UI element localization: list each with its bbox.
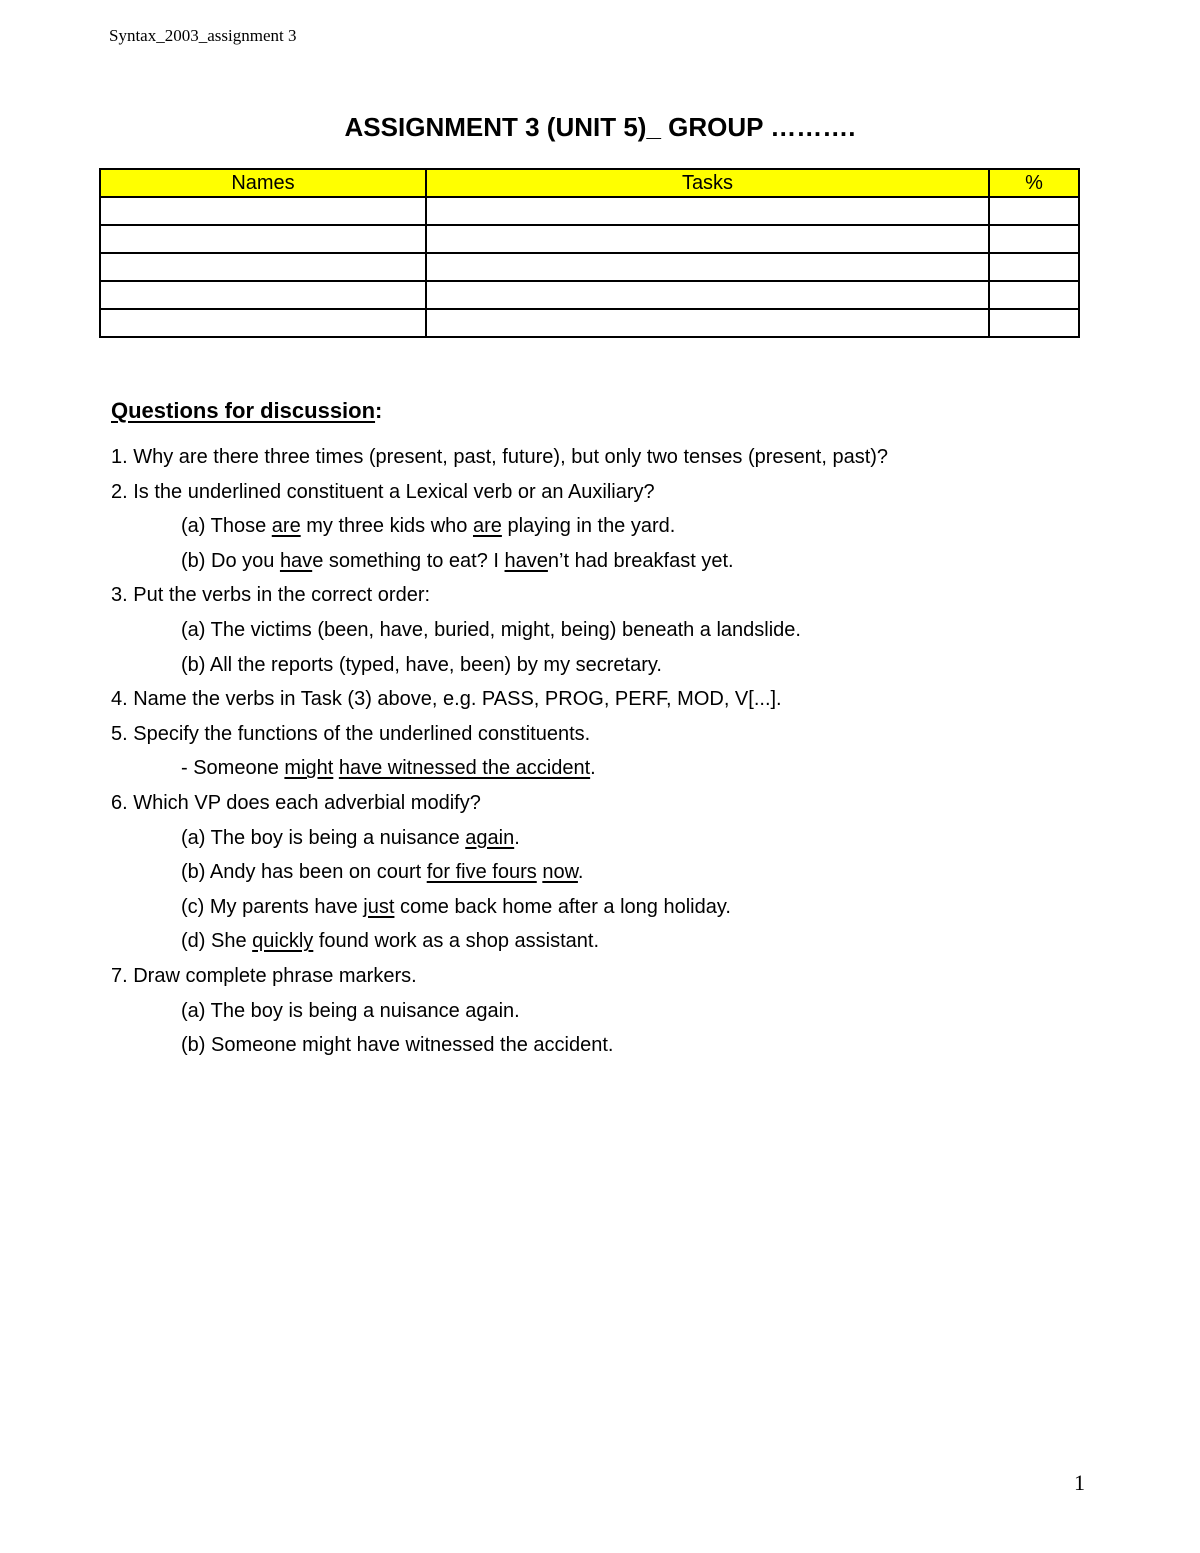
text: (b) Do you xyxy=(181,549,280,572)
question-7b: (b) Someone might have witnessed the accident. xyxy=(181,1034,614,1057)
task-cell[interactable] xyxy=(426,281,989,309)
underlined-constituent: now xyxy=(542,861,578,884)
underlined-constituent: have witnessed the accident xyxy=(338,757,591,780)
table-row xyxy=(100,253,1079,281)
text: (a) Those xyxy=(181,515,272,538)
table-header-row xyxy=(100,169,1079,197)
name-cell[interactable] xyxy=(100,197,426,225)
page-number: 1 xyxy=(1074,1470,1085,1495)
text: . xyxy=(514,826,520,849)
group-tasks-table xyxy=(99,168,1080,338)
underlined-constituent: just xyxy=(363,895,395,918)
text: n’t had breakfast yet. xyxy=(547,549,734,572)
questions-heading xyxy=(111,398,1111,428)
task-cell[interactable] xyxy=(426,253,989,281)
task-cell[interactable] xyxy=(426,309,989,337)
question-7a: (a) The boy is being a nuisance again. xyxy=(181,999,520,1022)
percent-cell[interactable] xyxy=(989,225,1079,253)
underlined-constituent: are xyxy=(472,515,502,538)
questions-heading-text: Questions for discussion xyxy=(111,398,376,423)
text: . xyxy=(577,861,584,884)
question-2a xyxy=(111,511,1111,546)
underlined-constituent: quickly xyxy=(252,930,314,953)
text: - Someone xyxy=(181,757,285,780)
question-2: 2. Is the underlined constituent a Lexical verb or an Auxiliary? xyxy=(111,480,655,503)
question-6b xyxy=(111,857,1111,892)
text: . xyxy=(590,757,596,780)
question-3a: (a) The victims (been, have, buried, might, being) beneath a landslide. xyxy=(181,618,801,641)
question-6a xyxy=(111,823,1111,858)
column-header-tasks: Tasks xyxy=(426,169,989,197)
table-row xyxy=(100,281,1079,309)
name-cell[interactable] xyxy=(100,253,426,281)
task-cell[interactable] xyxy=(426,197,989,225)
percent-cell[interactable] xyxy=(989,281,1079,309)
question-3: 3. Put the verbs in the correct order: xyxy=(111,584,431,607)
question-3b: (b) All the reports (typed, have, been) by my secretary. xyxy=(181,653,662,676)
question-6d xyxy=(111,926,1111,961)
task-cell[interactable] xyxy=(426,225,989,253)
name-cell[interactable] xyxy=(100,309,426,337)
question-7: 7. Draw complete phrase markers. xyxy=(111,964,417,987)
underlined-constituent: for five fours xyxy=(426,861,537,884)
running-head: Syntax_2003_assignment 3 xyxy=(109,26,297,45)
underlined-constituent: hav xyxy=(279,549,313,572)
questions-section xyxy=(111,398,1111,1065)
text: e something to eat? I xyxy=(312,549,505,572)
table-row xyxy=(100,309,1079,337)
underlined-constituent: might xyxy=(284,757,334,780)
text: found work as a shop assistant. xyxy=(313,930,600,953)
column-header-percent: % xyxy=(989,169,1079,197)
question-1: 1. Why are there three times (present, past, future), but only two tenses (present, past)? xyxy=(111,446,889,468)
name-cell[interactable] xyxy=(100,281,426,309)
name-cell[interactable] xyxy=(100,225,426,253)
table-row xyxy=(100,197,1079,225)
question-4: 4. Name the verbs in Task (3) above, e.g. PASS, PROG, PERF, MOD, V[...]. xyxy=(111,688,782,711)
percent-cell[interactable] xyxy=(989,309,1079,337)
text: come back home after a long holiday. xyxy=(394,895,731,918)
question-2b xyxy=(111,546,1111,581)
underlined-constituent: are xyxy=(271,515,301,538)
percent-cell[interactable] xyxy=(989,197,1079,225)
assignment-title: ASSIGNMENT 3 (UNIT 5)_ GROUP ………. xyxy=(344,112,856,142)
text: (a) The boy is being a nuisance xyxy=(181,826,466,849)
column-header-names: Names xyxy=(100,169,426,197)
question-6c xyxy=(111,892,1111,927)
heading-colon: : xyxy=(375,398,383,423)
question-5: 5. Specify the functions of the underlined constituents. xyxy=(111,722,591,745)
text: (d) She xyxy=(181,930,253,953)
percent-cell[interactable] xyxy=(989,253,1079,281)
text: playing in the yard. xyxy=(501,515,676,538)
question-5a xyxy=(111,753,1111,788)
question-6: 6. Which VP does each adverbial modify? xyxy=(111,791,481,814)
underlined-constituent: have xyxy=(504,549,548,572)
table-row xyxy=(100,225,1079,253)
text: my three kids who xyxy=(300,515,473,538)
underlined-constituent: again xyxy=(465,826,515,849)
text: (b) Andy has been on court xyxy=(181,861,427,884)
text: (c) My parents have xyxy=(181,895,364,918)
